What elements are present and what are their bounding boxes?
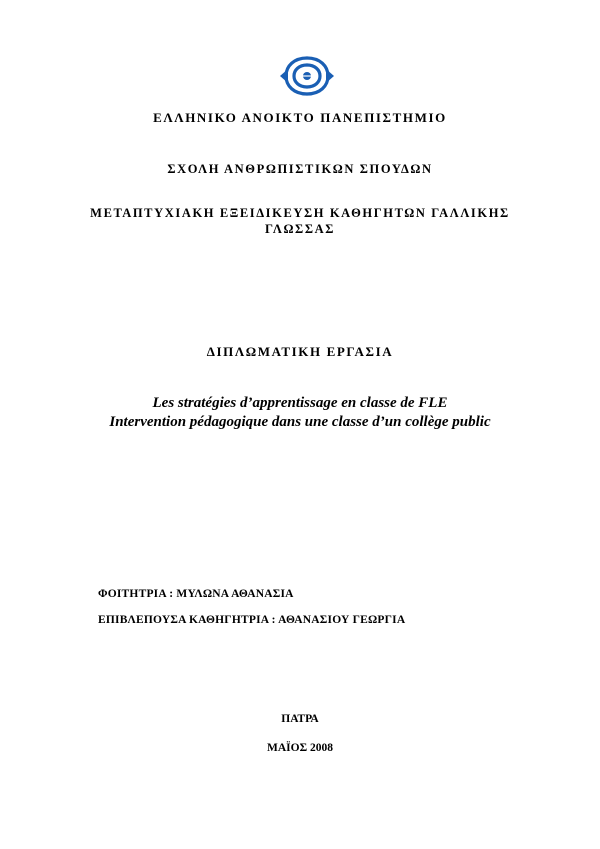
document-type: ΔΙΠΛΩΜΑΤΙΚΗ ΕΡΓΑΣΙΑ <box>206 344 394 359</box>
university-name: ΕΛΛΗΝΙΚΟ ΑΝΟΙΚΤΟ ΠΑΝΕΠΙΣΤΗΜΙΟ <box>153 110 447 125</box>
thesis-title-line-2: Intervention pédagogique dans une classe d’un collège public <box>109 414 491 430</box>
thesis-title-line-1: Les stratégies d’apprentissage en classe de FLE <box>152 395 448 411</box>
university-emblem-icon <box>277 54 337 98</box>
thesis-title <box>0 394 600 432</box>
place: ΠΑΤΡΑ <box>281 713 319 725</box>
specialization-line-2: ΓΛΩΣΣΑΣ <box>264 222 336 236</box>
specialization <box>90 205 510 237</box>
specialization-line-1: ΜΕΤΑΠΤΥΧΙΑΚΗ ΕΞΕΙΔΙΚΕΥΣΗ ΚΑΘΗΓΗΤΩΝ ΓΑΛΛΙΚΗΣ <box>90 206 510 220</box>
student-name: ΦΟΙΤΗΤΡΙΑ : ΜΥΛΩΝΑ ΑΘΑΝΑΣΙΑ <box>98 588 294 600</box>
school-name: ΣΧΟΛΗ ΑΝΘΡΩΠΙΣΤΙΚΩΝ ΣΠΟΥΔΩΝ <box>167 162 433 176</box>
date: ΜΑΪΟΣ 2008 <box>267 742 333 754</box>
supervisor-name: ΕΠΙΒΛΕΠΟΥΣΑ ΚΑΘΗΓΗΤΡΙΑ : ΑΘΑΝΑΣΙΟΥ ΓΕΩΡΓΙΑ <box>98 614 406 626</box>
